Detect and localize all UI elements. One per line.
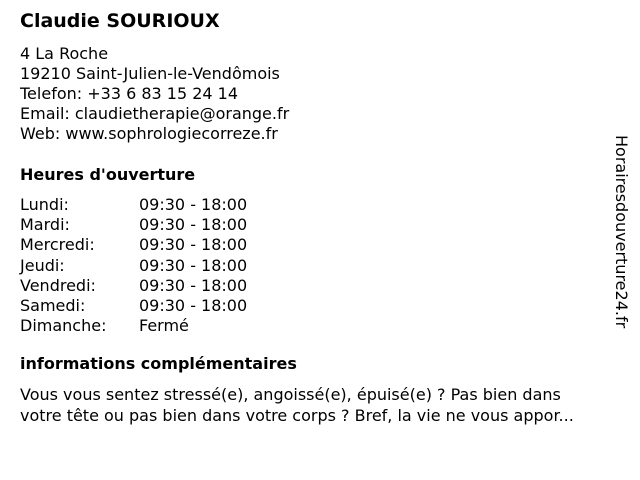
- site-watermark: Horairesdouverture24.fr: [612, 135, 631, 329]
- time-range: 09:30 - 18:00: [139, 195, 248, 214]
- info-description: [20, 384, 630, 426]
- phone-number: Telefon: +33 6 83 15 24 14: [20, 84, 239, 103]
- day-label: Lundi:: [20, 195, 69, 214]
- contact-block: [20, 44, 289, 144]
- day-label: Samedi:: [20, 296, 86, 316]
- email-address: Email: claudietherapie@orange.fr: [20, 104, 290, 123]
- hours-heading: Heures d'ouverture: [20, 165, 196, 184]
- business-name: Claudie SOURIOUX: [20, 10, 220, 32]
- hours-row-tuesday: [20, 215, 247, 235]
- day-label: Vendredi:: [20, 275, 96, 295]
- hours-row-monday: [20, 195, 247, 215]
- day-label: Mardi:: [20, 215, 70, 235]
- hours-row-saturday: [20, 296, 247, 316]
- website: Web: www.sophrologiecorreze.fr: [20, 124, 278, 143]
- info-heading: informations complémentaires: [20, 354, 297, 373]
- time-range: 09:30 - 18:00: [139, 215, 248, 235]
- time-range: 09:30 - 18:00: [139, 296, 248, 316]
- day-label: Dimanche:: [20, 316, 107, 336]
- opening-hours-table: [20, 195, 247, 336]
- hours-row-thursday: [20, 256, 247, 276]
- hours-row-wednesday: [20, 235, 247, 255]
- time-range: 09:30 - 18:00: [139, 235, 248, 255]
- hours-row-sunday: [20, 316, 247, 336]
- day-label: Mercredi:: [20, 235, 95, 255]
- time-range: 09:30 - 18:00: [139, 275, 248, 295]
- city-address: 19210 Saint-Julien-le-Vendômois: [20, 64, 280, 83]
- info-line: Vous vous sentez stressé(e), angoissé(e), épuisé(e) ? Pas bien dans: [20, 385, 561, 404]
- time-range: 09:30 - 18:00: [139, 255, 248, 275]
- day-label: Jeudi:: [20, 255, 65, 275]
- info-line: votre tête ou pas bien dans votre corps ? Bref, la vie ne vous appor...: [20, 406, 574, 425]
- street-address: 4 La Roche: [20, 44, 109, 63]
- hours-row-friday: [20, 276, 247, 296]
- time-range: Fermé: [139, 316, 189, 336]
